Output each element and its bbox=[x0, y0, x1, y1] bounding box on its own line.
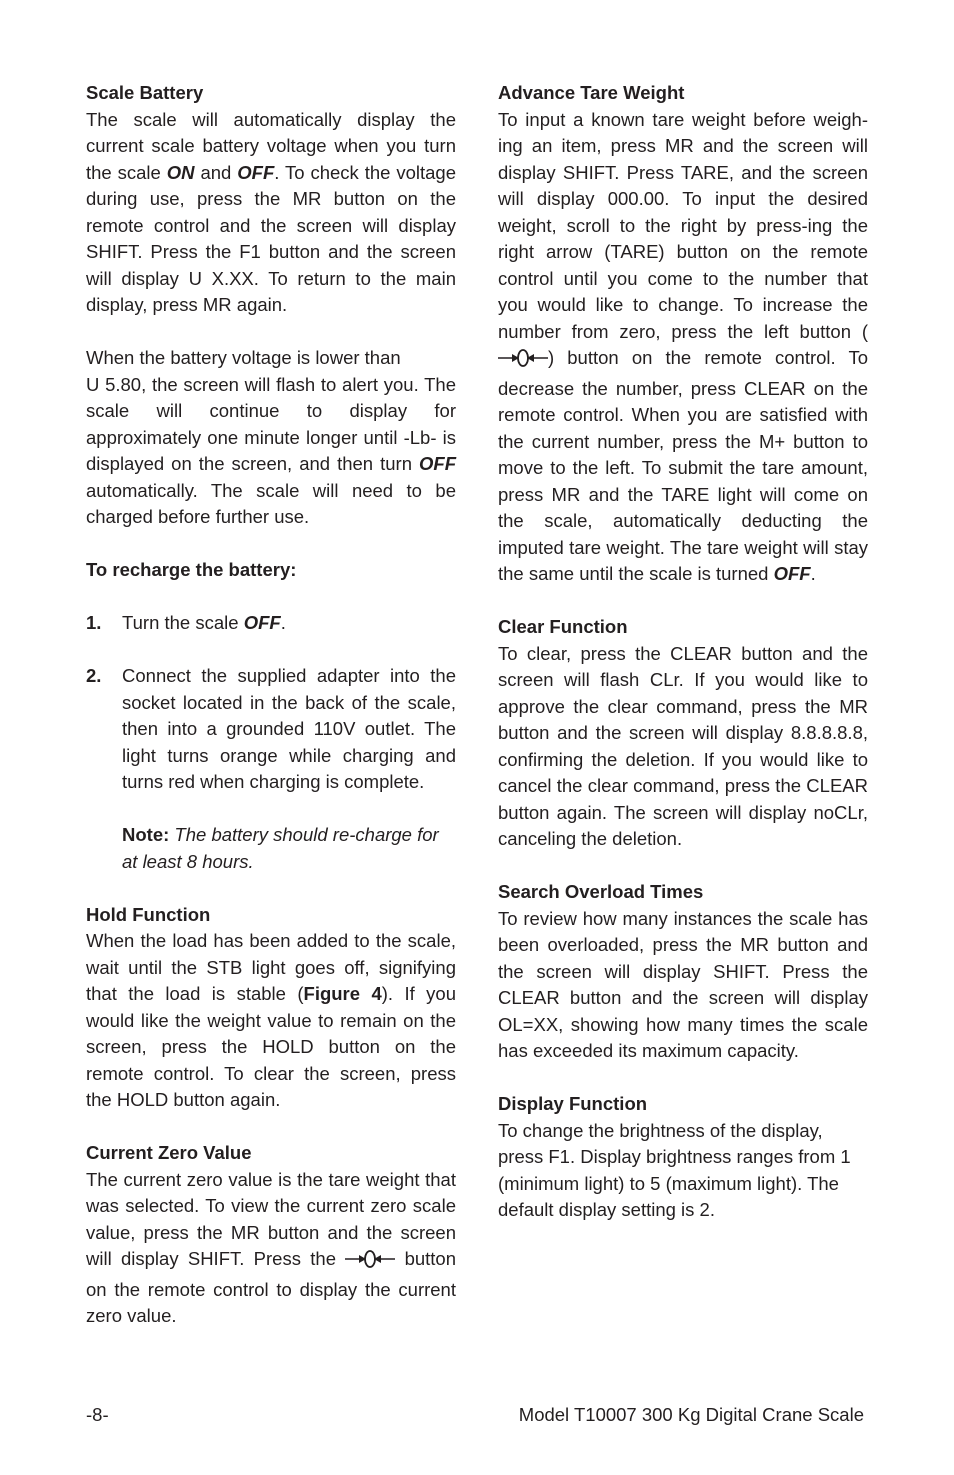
scale-battery-paragraph-1: The scale will automatically display the current scale battery voltage when you turn the scale ON and OFF. To check the voltage during use, press the MR button on the remote control and the screen will display SHIFT. Press the F1 button and the screen will display U X.XX. To return to the main display, press MR again. bbox=[86, 108, 457, 315]
scale-battery-paragraph-2: U 5.80, the screen will flash to alert you. The scale will continue to display for approximately one minute longer until -Lb- is displayed on the screen, and then turn OFF automatically. The scale will need to be charged before further use. bbox=[86, 373, 456, 527]
clear-function-heading: Clear Function bbox=[498, 616, 628, 637]
hold-function-paragraph: When the load has been added to the scale, wait until the STB light goes off, signifying that the load is stable (Figure 4). If you would like the weight value to remain on the screen, press the HOLD button on the remote control. To clear the screen, press the HOLD button again. bbox=[86, 930, 456, 1110]
scale-battery-heading: Scale Battery bbox=[86, 82, 204, 103]
recharge-note: Note: The battery should re-charge for at least 8 hours. bbox=[122, 824, 439, 872]
search-overload-paragraph: To review how many instances the scale has been overloaded, press the MR button and the screen will display SHIFT. Press the CLEAR button and the screen will display OL=XX, showing how many times the scale has exceeded its maximum capacity. bbox=[498, 907, 868, 1061]
search-overload-heading: Search Overload Times bbox=[498, 881, 704, 902]
hold-function-heading: Hold Function bbox=[86, 903, 211, 925]
clear-function-paragraph: To clear, press the CLEAR button and the screen will flash CLr. If you would like to approve the clear command, press the MR button and the screen will display 8.8.8.8.8, confirming the deletion. If you would like to cancel the clear command, press the CLEAR button again. The screen will display noCLr, canceling the deletion. bbox=[498, 642, 868, 849]
left-column bbox=[86, 80, 456, 1330]
advance-tare-paragraph: To input a known tare weight before weigh-ing an item, press MR and the screen will display SHIFT. Press TARE, and the screen will display 000.00. To input the desired weight, scroll to the right by press-ing the right arrow (TARE) button on the remote control until you come to the number that you would like to change. To increase the number from zero, press the left button () button on the remote control. To decrease the number, press CLEAR on the remote control. When you are satisfied with the current number, press the M+ button to move to the left. To submit the tare amount, press MR and the TARE light will come on the scale, automatically deducting the imputed tare weight. The tare weight will stay the same until the scale is turned OFF. bbox=[498, 108, 868, 584]
right-column bbox=[498, 80, 868, 1224]
display-function-heading: Display Function bbox=[498, 1093, 648, 1114]
recharge-heading: To recharge the battery: bbox=[86, 559, 297, 580]
advance-tare-heading: Advance Tare Weight bbox=[498, 82, 685, 103]
page-number: -8- bbox=[86, 1404, 109, 1425]
scale-battery-line: When the battery voltage is lower than bbox=[86, 347, 401, 368]
footer-model: Model T10007 300 Kg Digital Crane Scale bbox=[518, 1404, 864, 1425]
current-zero-heading: Current Zero Value bbox=[86, 1142, 252, 1163]
current-zero-paragraph: The current zero value is the tare weight that was selected. To view the current zero scale value, press the MR button and the screen will display SHIFT. Press the button on the remote control to display the current zero value. bbox=[86, 1168, 457, 1326]
recharge-step-2: 2. Connect the supplied adapter into the socket located in the back of the scale, then into a grounded 110V outlet. The light turns orange while charging and turns red when charging is complete. bbox=[86, 665, 456, 792]
zero-button-icon bbox=[498, 348, 548, 376]
display-function-paragraph: To change the brightness of the display, press F1. Display brightness ranges from 1 (minimum light) to 5 (maximum light). The default display setting is 2. bbox=[498, 1119, 851, 1220]
zero-button-icon bbox=[345, 1249, 395, 1277]
recharge-step-1: 1. Turn the scale OFF. bbox=[86, 612, 286, 633]
